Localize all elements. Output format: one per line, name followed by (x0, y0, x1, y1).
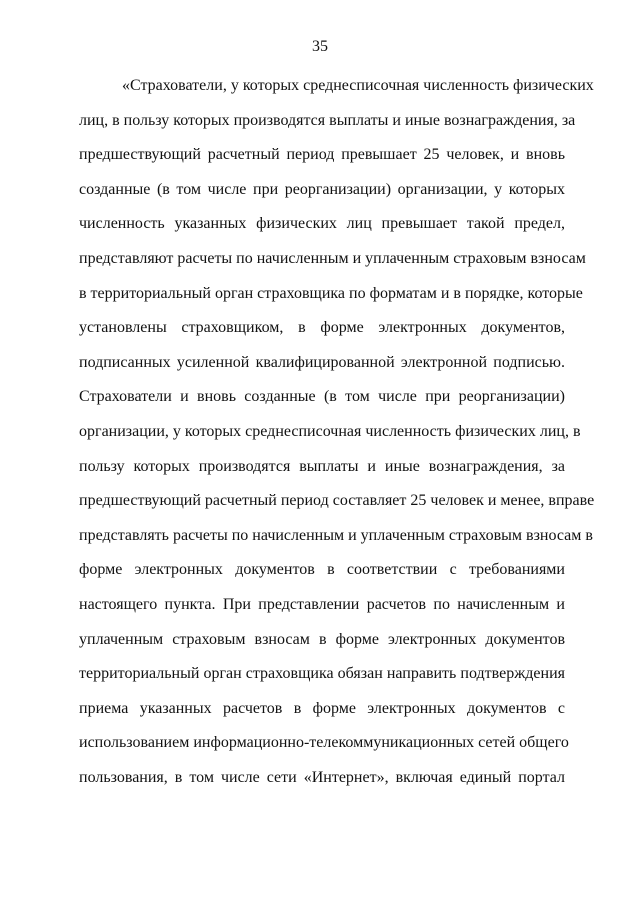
paragraph-line: организации, у которых среднесписочная численность физических лиц, в (79, 422, 581, 440)
paragraph-line: приема указанных расчетов в форме электронных документов с (79, 699, 565, 717)
paragraph-line: Страхователи и вновь созданные (в том числе при реорганизации) (79, 388, 565, 406)
paragraph-line: в территориальный орган страховщика по форматам и в порядке, которые (79, 284, 583, 302)
paragraph-line: подписанных усиленной квалифицированной электронной подписью. (79, 353, 565, 371)
paragraph-line: пользу которых производятся выплаты и иные вознаграждения, за (79, 457, 565, 475)
paragraph-line: лиц, в пользу которых производятся выплаты и иные вознаграждения, за (79, 111, 576, 129)
paragraph-line: представляют расчеты по начисленным и уплаченным страховым взносам (79, 249, 586, 267)
paragraph-line: установлены страховщиком, в форме электронных документов, (79, 319, 565, 337)
page-number: 35 (312, 38, 328, 55)
paragraph-line: пользования, в том числе сети «Интернет», включая единый портал (79, 768, 565, 786)
paragraph-line: численность указанных физических лиц превышает такой предел, (79, 215, 565, 233)
paragraph-line: предшествующий расчетный период составляет 25 человек и менее, вправе (79, 492, 595, 510)
paragraph-line: представлять расчеты по начисленным и уплаченным страховым взносам в (79, 526, 593, 544)
paragraph-line: территориальный орган страховщика обязан направить подтверждения (79, 665, 565, 683)
paragraph-line: «Страхователи, у которых среднесписочная численность физических (122, 77, 594, 94)
paragraph-line: предшествующий расчетный период превышает 25 человек, и вновь (79, 146, 565, 164)
body-paragraph (79, 69, 595, 795)
paragraph-line: уплаченным страховым взносам в форме электронных документов (79, 630, 565, 648)
paragraph-line: настоящего пункта. При представлении расчетов по начисленным и (79, 595, 565, 613)
paragraph-line: форме электронных документов в соответствии с требованиями (79, 561, 565, 579)
paragraph-line: созданные (в том числе при реорганизации) организации, у которых (79, 180, 565, 198)
paragraph-line: использованием информационно-телекоммуникационных сетей общего (79, 734, 569, 752)
